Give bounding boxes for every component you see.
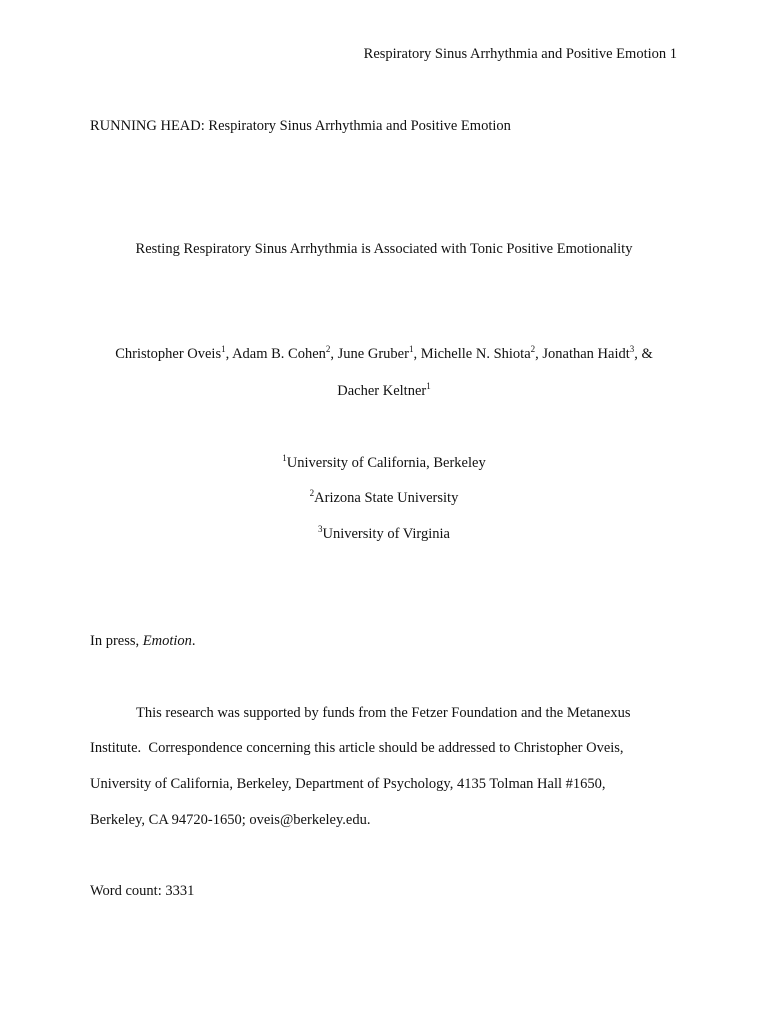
author-separator: , — [225, 346, 233, 362]
author-note-line: Institute. Correspondence concerning this article should be addressed to Christopher Oveis, — [90, 740, 624, 756]
author-name: Christopher Oveis — [115, 346, 222, 362]
author-separator: , & — [634, 346, 653, 362]
affiliation-name: University of California, Berkeley — [286, 455, 486, 471]
page-header: Respiratory Sinus Arrhythmia and Positive Emotion 1 — [363, 46, 677, 62]
affiliation — [0, 526, 768, 543]
author-list-line-1 — [0, 346, 768, 363]
publication-prefix: In press, — [90, 633, 143, 649]
author-separator: , — [535, 346, 543, 362]
author-separator: , — [330, 346, 338, 362]
word-count: Word count: 3331 — [90, 883, 195, 899]
running-head: RUNNING HEAD: Respiratory Sinus Arrhythmia and Positive Emotion — [90, 118, 511, 134]
affiliation-number: 3 — [318, 524, 323, 535]
paper-title: Resting Respiratory Sinus Arrhythmia is Associated with Tonic Positive Emotionality — [135, 241, 633, 257]
author-affiliation-mark: 1 — [221, 344, 226, 355]
author-name: Michelle N. Shiota — [420, 346, 531, 362]
affiliation — [0, 490, 768, 507]
journal-name: Emotion — [142, 633, 192, 649]
affiliation-number: 1 — [282, 453, 287, 464]
publication-suffix: . — [191, 633, 196, 649]
author-affiliation-mark: 2 — [530, 344, 536, 355]
author-note-line: University of California, Berkeley, Department of Psychology, 4135 Tolman Hall #1650, — [90, 776, 606, 792]
author-note-line: This research was supported by funds from the Fetzer Foundation and the Metanexus — [136, 705, 631, 721]
author-affiliation-mark: 1 — [408, 344, 414, 355]
publication-status — [90, 633, 196, 650]
author-list-line-2 — [0, 383, 768, 400]
affiliation — [0, 455, 768, 472]
affiliation-name: University of Virginia — [322, 526, 450, 542]
author-separator: , — [413, 346, 421, 362]
author-name: Dacher Keltner — [337, 383, 427, 399]
author-name: Adam B. Cohen — [232, 346, 326, 362]
author-note-line: Berkeley, CA 94720-1650; oveis@berkeley.edu. — [90, 812, 371, 828]
author-affiliation-mark: 1 — [426, 381, 431, 392]
author-name: Jonathan Haidt — [542, 346, 630, 362]
affiliation-name: Arizona State University — [314, 490, 459, 506]
author-affiliation-mark: 2 — [325, 344, 331, 355]
affiliation-number: 2 — [309, 488, 315, 499]
author-name: June Gruber — [337, 346, 409, 362]
author-affiliation-mark: 3 — [629, 344, 635, 355]
